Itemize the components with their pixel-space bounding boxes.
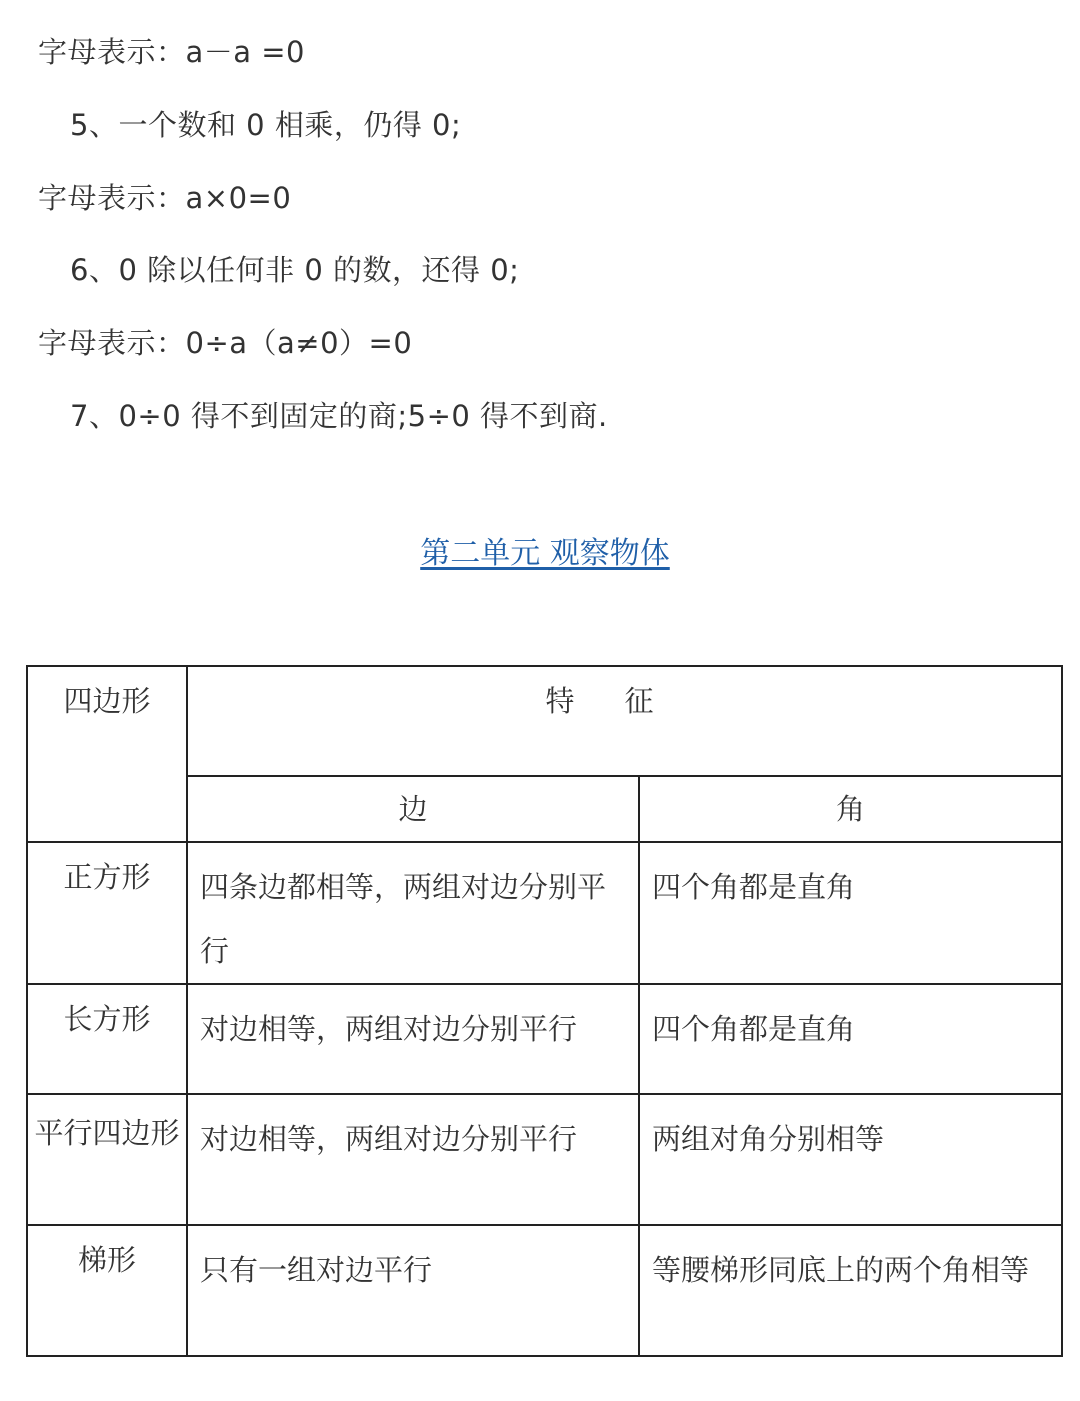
text-line-letter-form-2: 字母表示：a×0=0: [38, 181, 292, 215]
header-angle-cell: 角: [639, 776, 1062, 842]
header-shape-cell: 四边形: [27, 666, 187, 842]
text-line-rule-7: 7、0÷0 得不到固定的商;5÷0 得不到商.: [70, 399, 608, 433]
header-features-cell: 特征: [187, 666, 1062, 776]
table-row: [27, 842, 1062, 984]
shape-name-cell: 长方形: [27, 984, 187, 1094]
angle-property-cell: 四个角都是直角: [639, 984, 1062, 1094]
side-property-cell: 只有一组对边平行: [187, 1225, 639, 1356]
section-title-link[interactable]: 第二单元 观察物体: [420, 536, 670, 571]
text-line-rule-5: 5、一个数和 0 相乘，仍得 0;: [70, 108, 462, 142]
text-line-letter-form-1: 字母表示：a－a =0: [38, 35, 306, 69]
shape-name-cell: 平行四边形: [27, 1094, 187, 1225]
shape-name-cell: 正方形: [27, 842, 187, 984]
quadrilateral-properties-table: [26, 665, 1063, 1357]
angle-property-cell: 四个角都是直角: [639, 842, 1062, 984]
header-side-cell: 边: [187, 776, 639, 842]
side-property-cell: 四条边都相等，两组对边分别平行: [187, 842, 639, 984]
table-row: [27, 1225, 1062, 1356]
shape-name-cell: 梯形: [27, 1225, 187, 1356]
side-property-cell: 对边相等，两组对边分别平行: [187, 984, 639, 1094]
table-header-row: [27, 666, 1062, 776]
angle-property-cell: 等腰梯形同底上的两个角相等: [639, 1225, 1062, 1356]
text-line-rule-6: 6、0 除以任何非 0 的数，还得 0;: [70, 253, 520, 287]
text-line-letter-form-3: 字母表示：0÷a（a≠0）=0: [38, 326, 413, 360]
side-property-cell: 对边相等，两组对边分别平行: [187, 1094, 639, 1225]
angle-property-cell: 两组对角分别相等: [639, 1094, 1062, 1225]
table-row: [27, 984, 1062, 1094]
table-row: [27, 1094, 1062, 1225]
